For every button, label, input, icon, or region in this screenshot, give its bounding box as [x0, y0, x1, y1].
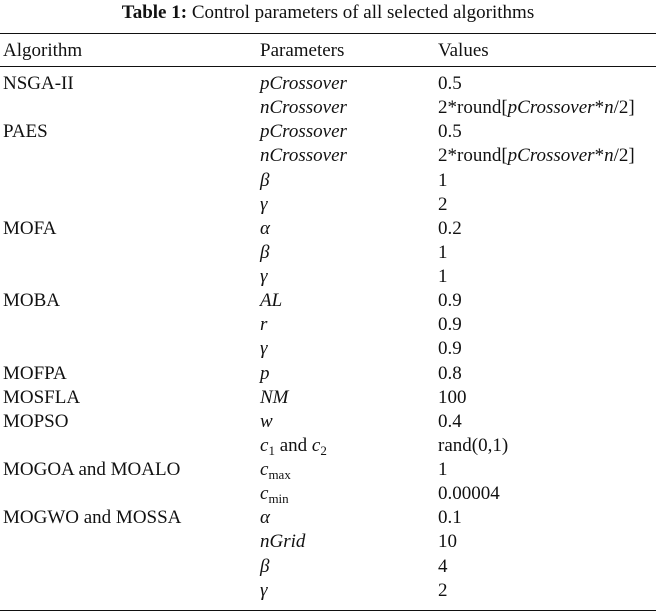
- cell-text-run: pCrossover: [507, 97, 595, 119]
- cell-text-run: p: [260, 362, 270, 384]
- cell-parameter: [260, 193, 268, 217]
- cell-parameter: [260, 579, 268, 603]
- cell-parameter: [260, 337, 268, 361]
- cell-text-run: 1: [438, 266, 448, 287]
- table-row: [0, 579, 656, 603]
- cell-value: [438, 193, 448, 217]
- cell-text-run: 1: [438, 169, 448, 191]
- cell-text-run: 2*round[: [438, 97, 508, 119]
- cell-parameter: [260, 144, 347, 168]
- cell-text-run: and: [274, 434, 312, 456]
- cell-text-run: 1: [438, 459, 448, 480]
- table-header-rule: [0, 66, 656, 67]
- cell-value: [438, 337, 462, 361]
- cell-parameter: [260, 265, 268, 289]
- cell-text-run: α: [260, 507, 270, 529]
- cell-text-run: pCrossover: [507, 145, 595, 167]
- table-row: [0, 313, 656, 337]
- table-row: [0, 386, 656, 410]
- cell-text-run: 0.9: [438, 338, 462, 360]
- cell-parameter: [260, 96, 347, 120]
- table-row: [0, 144, 656, 168]
- table-row: [0, 434, 656, 458]
- cell-value: [438, 506, 462, 530]
- cell-algorithm: MOFPA: [3, 362, 67, 384]
- header-parameters: Parameters: [260, 40, 345, 61]
- cell-value: [438, 579, 448, 603]
- cell-text-run: 0.4: [438, 410, 462, 432]
- cell-parameter: [260, 313, 267, 337]
- cell-value: [438, 217, 462, 241]
- table-row: [0, 530, 656, 554]
- cell-text-run: 2: [320, 442, 327, 458]
- header-values: Values: [438, 40, 489, 61]
- header-algorithm: Algorithm: [3, 40, 83, 61]
- table-row: [0, 337, 656, 361]
- cell-text-run: nGrid: [260, 531, 306, 553]
- cell-value: [438, 386, 467, 410]
- table-body: [0, 72, 656, 603]
- cell-parameter: [260, 217, 270, 241]
- cell-text-run: 4: [438, 555, 448, 577]
- cell-text-run: β: [260, 555, 270, 577]
- cell-value: [438, 434, 508, 458]
- cell-text-run: n: [604, 97, 614, 119]
- table-row: [0, 265, 656, 289]
- cell-text-run: 2: [438, 579, 448, 601]
- cell-value: [438, 120, 462, 144]
- table-row: [0, 96, 656, 120]
- table-row: [0, 72, 656, 96]
- cell-text-run: *: [594, 145, 605, 167]
- cell-text-run: 0.8: [438, 362, 462, 384]
- cell-text-run: max: [268, 467, 291, 482]
- cell-text-run: rand(0,1): [438, 434, 509, 456]
- cell-value: [438, 555, 448, 579]
- cell-text-run: r: [260, 314, 268, 336]
- cell-parameter: [260, 482, 289, 506]
- cell-text-run: nCrossover: [260, 145, 347, 167]
- cell-text-run: NM: [260, 386, 289, 408]
- cell-algorithm: MOGWO and MOSSA: [3, 507, 182, 529]
- cell-value: [438, 265, 448, 289]
- cell-parameter: [260, 289, 282, 313]
- cell-text-run: 0.00004: [438, 483, 500, 505]
- cell-text-run: n: [604, 145, 614, 167]
- cell-text-run: nCrossover: [260, 97, 347, 119]
- table-row: [0, 506, 656, 530]
- cell-text-run: γ: [260, 266, 268, 287]
- cell-text-run: γ: [260, 193, 268, 215]
- cell-algorithm: MOSFLA: [3, 386, 81, 408]
- cell-text-run: γ: [260, 579, 268, 601]
- cell-value: [438, 241, 448, 265]
- cell-value: [438, 530, 457, 554]
- table-row: [0, 458, 656, 482]
- cell-text-run: 0.5: [438, 73, 462, 94]
- table-row: [0, 362, 656, 386]
- cell-value: [438, 289, 462, 313]
- cell-value: [438, 482, 500, 506]
- cell-text-run: c: [311, 434, 321, 456]
- cell-text-run: w: [260, 410, 273, 432]
- cell-parameter: [260, 506, 270, 530]
- cell-value: [438, 458, 448, 482]
- table-caption-label: Table 1:: [121, 2, 188, 23]
- table-bottom-rule: [0, 610, 656, 611]
- cell-text-run: min: [268, 491, 289, 507]
- cell-parameter: [260, 241, 269, 265]
- cell-text-run: β: [260, 241, 270, 263]
- cell-text-run: β: [260, 169, 270, 191]
- cell-algorithm: MOGOA and MOALO: [3, 459, 181, 480]
- table-caption-text: Control parameters of all selected algorithms: [191, 2, 535, 23]
- cell-value: [438, 144, 635, 168]
- table-row: [0, 482, 656, 506]
- cell-text-run: *: [594, 97, 605, 119]
- cell-text-run: 1: [268, 442, 275, 458]
- cell-parameter: [260, 434, 327, 458]
- table-row: [0, 120, 656, 144]
- cell-parameter: [260, 72, 347, 96]
- cell-text-run: 0.1: [438, 507, 462, 529]
- cell-text-run: c: [260, 483, 269, 505]
- cell-parameter: [260, 169, 269, 193]
- table-row: [0, 241, 656, 265]
- cell-algorithm: MOFA: [3, 217, 57, 239]
- table-caption: [0, 2, 656, 24]
- cell-text-run: 0.9: [438, 290, 462, 312]
- cell-text-run: c: [260, 459, 269, 480]
- cell-text-run: 2*round[: [438, 145, 508, 167]
- cell-text-run: pCrossover: [260, 73, 347, 94]
- table-row: [0, 169, 656, 193]
- table-row: [0, 193, 656, 217]
- cell-parameter: [260, 386, 289, 410]
- cell-parameter: [260, 410, 273, 434]
- cell-value: [438, 72, 462, 96]
- cell-text-run: pCrossover: [260, 121, 347, 143]
- cell-value: [438, 96, 635, 120]
- cell-algorithm: NSGA-II: [3, 73, 74, 94]
- cell-value: [438, 169, 448, 193]
- cell-text-run: α: [260, 217, 270, 239]
- cell-parameter: [260, 120, 347, 144]
- cell-text-run: 2: [438, 193, 448, 215]
- cell-algorithm: PAES: [3, 121, 48, 143]
- cell-parameter: [260, 362, 270, 386]
- cell-parameter: [260, 458, 291, 482]
- cell-value: [438, 410, 462, 434]
- cell-text-run: /2]: [613, 145, 635, 167]
- cell-algorithm: MOPSO: [3, 410, 69, 432]
- cell-parameter: [260, 530, 305, 554]
- table-row: [0, 410, 656, 434]
- cell-text-run: 10: [438, 531, 457, 553]
- cell-value: [438, 362, 462, 386]
- cell-value: [438, 313, 462, 337]
- cell-text-run: 0.5: [438, 121, 462, 143]
- cell-text-run: 0.2: [438, 217, 462, 239]
- cell-parameter: [260, 555, 269, 579]
- cell-text-run: 100: [438, 386, 467, 408]
- cell-text-run: 0.9: [438, 314, 462, 336]
- cell-text-run: γ: [260, 338, 268, 360]
- table-row: [0, 217, 656, 241]
- table-top-rule: [0, 33, 656, 34]
- cell-text-run: 1: [438, 241, 448, 263]
- table-row: [0, 289, 656, 313]
- cell-text-run: c: [260, 434, 269, 456]
- cell-algorithm: MOBA: [3, 290, 61, 312]
- cell-text-run: /2]: [613, 97, 635, 119]
- cell-text-run: AL: [260, 290, 283, 312]
- table-header-row: [0, 39, 656, 63]
- table-row: [0, 555, 656, 579]
